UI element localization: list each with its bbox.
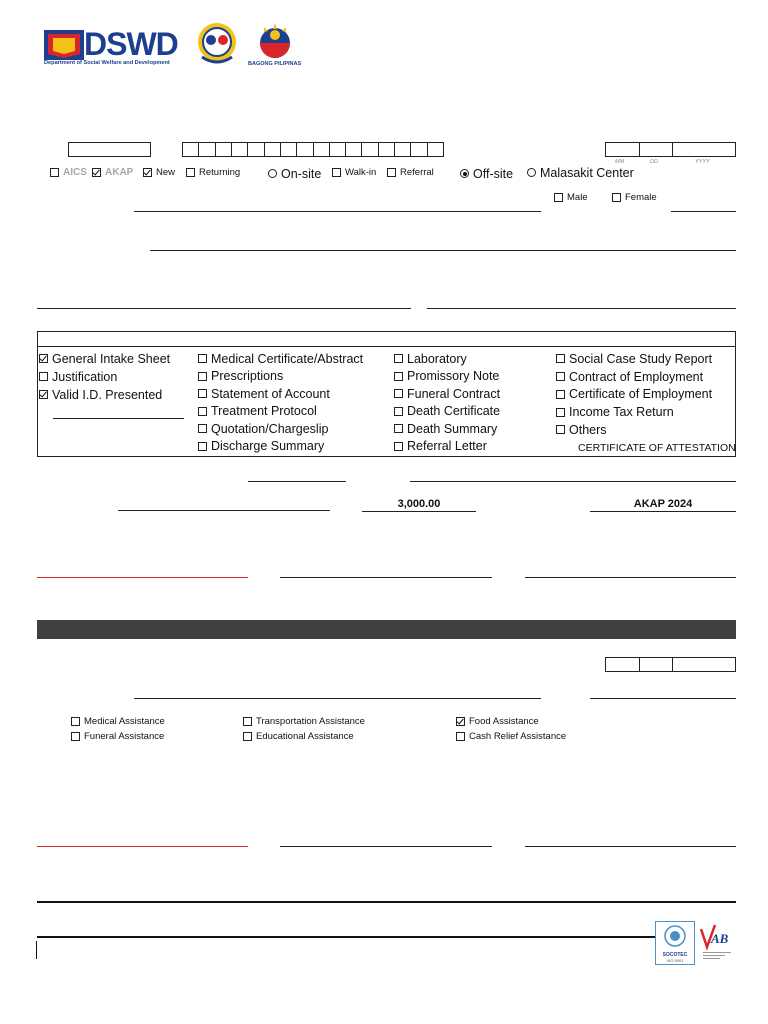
akap-label: AKAP [105,167,134,178]
iso-text: ISO 9001 [666,958,684,963]
option-offsite[interactable] [460,166,513,181]
referral-label: Referral [400,167,434,178]
assistance-label: Cash Relief Assistance [469,731,567,742]
fund-source-field[interactable] [590,494,736,512]
date-field-2[interactable] [605,657,736,672]
option-new[interactable] [143,167,175,178]
svg-text:AB: AB [711,931,729,946]
requirement-label: Medical Certificate/Abstract [211,351,364,366]
assistance-checkbox[interactable] [456,717,465,726]
requirement-label: Others [569,422,607,437]
option-walkin[interactable] [332,167,376,178]
requirement-item[interactable] [198,404,317,419]
requirement-item[interactable] [394,369,499,384]
requirement-label: Funeral Contract [407,386,501,401]
bagong-pilipinas-text: BAGONG PILIPINAS [248,61,302,67]
control-number-box[interactable] [68,142,151,157]
requirement-item[interactable] [39,369,117,384]
female-checkbox[interactable] [612,193,621,202]
requirement-item[interactable] [556,369,703,384]
referral-checkbox[interactable] [387,168,396,177]
bagong-pilipinas-logo [248,21,304,69]
offsite-label: Off-site [473,166,514,181]
requirements-header-bar [38,332,735,347]
name-field-2[interactable] [134,698,541,699]
assistance-checkbox[interactable] [243,717,252,726]
requirement-item[interactable] [556,351,712,366]
requirement-checkbox[interactable] [39,354,48,363]
malasakit-radio[interactable] [527,168,536,177]
assistance-label: Food Assistance [469,716,539,727]
requirement-label: Discharge Summary [211,439,325,454]
assistance-label: Transportation Assistance [256,716,365,727]
requirement-checkbox[interactable] [198,442,207,451]
requirement-item[interactable] [198,439,324,454]
requirement-item[interactable] [556,422,607,437]
requirement-label: Prescriptions [211,369,284,384]
male-checkbox[interactable] [554,193,563,202]
requirement-item[interactable] [394,404,500,419]
signature-line-1-right[interactable] [525,577,736,578]
requirement-item[interactable] [394,439,487,454]
requirement-label: Social Case Study Report [569,351,713,366]
requirement-checkbox[interactable] [556,354,565,363]
socotec-seal-icon [662,925,688,947]
date-label-dd: DD [650,159,658,165]
requirement-label: Valid I.D. Presented [52,387,163,402]
walkin-label: Walk-in [345,167,377,178]
footer-rule-thin [37,936,655,938]
assistance-item[interactable] [456,731,566,742]
fund-source-value: AKAP 2024 [633,498,693,510]
requirement-checkbox[interactable] [394,424,403,433]
requirement-checkbox[interactable] [198,389,207,398]
offsite-radio[interactable] [460,169,469,178]
requirement-item[interactable] [556,387,712,402]
assistance-item[interactable] [71,731,164,742]
requirement-checkbox[interactable] [556,372,565,381]
requirement-item[interactable] [39,387,162,402]
signature-line-1-red[interactable] [37,577,248,578]
option-returning[interactable] [186,167,240,178]
date-field[interactable] [605,142,736,157]
date-label-yyyy: YYYY [695,159,710,165]
assistance-item[interactable] [243,716,365,727]
amount-field[interactable] [362,494,476,512]
requirement-checkbox[interactable] [394,442,403,451]
requirement-item[interactable] [198,351,363,366]
assistance-checkbox[interactable] [456,732,465,741]
onsite-radio[interactable] [268,169,277,178]
requirement-item[interactable] [556,404,674,419]
option-female[interactable] [612,192,657,203]
assistance-item[interactable] [243,731,354,742]
age-field[interactable] [671,211,736,212]
female-label: Female [625,192,657,203]
requirement-checkbox[interactable] [394,389,403,398]
requirement-label: Laboratory [407,351,467,366]
option-akap[interactable] [92,167,133,178]
requirement-label: Treatment Protocol [211,404,317,419]
option-malasakit[interactable] [527,165,634,180]
assistance-item[interactable] [71,716,165,727]
bagong-pilipinas-icon [250,21,300,59]
certificate-of-attestation-label: CERTIFICATE OF ATTESTATION [578,442,736,454]
requirement-item[interactable] [394,421,497,436]
footer-rule-thick [37,901,736,903]
option-aics[interactable] [50,167,87,178]
requirement-checkbox[interactable] [556,425,565,434]
jab-accreditation-logo [697,921,735,965]
requirement-checkbox[interactable] [394,372,403,381]
jab-mark-icon [697,921,735,951]
field-right-2[interactable] [590,698,736,699]
requirement-checkbox[interactable] [198,407,207,416]
assistance-label: Educational Assistance [256,731,354,742]
name-field[interactable] [134,211,541,212]
requirement-checkbox[interactable] [198,354,207,363]
requirement-checkbox[interactable] [39,390,48,399]
field-left-row3[interactable] [37,308,411,309]
date-label-mm: MM [615,159,625,165]
amount-value: 3,000.00 [397,498,441,510]
field-right-row3[interactable] [427,308,736,309]
requirement-item[interactable] [198,386,330,401]
field-amount-top-right[interactable] [410,481,736,482]
requirement-checkbox[interactable] [39,372,48,381]
option-referral[interactable] [387,167,434,178]
option-male[interactable] [554,192,588,203]
assistance-checkbox[interactable] [71,717,80,726]
returning-checkbox[interactable] [186,168,195,177]
reference-number-boxes[interactable] [182,142,444,157]
dswd-wordmark: DSWD [84,26,178,62]
dswd-emblem-icon [44,30,84,60]
new-checkbox[interactable] [143,168,152,177]
requirement-label: Death Summary [407,421,498,436]
dswd-subtitle: Department of Social Welfare and Development [44,60,170,66]
assistance-label: Funeral Assistance [84,731,165,742]
male-label: Male [567,192,588,203]
requirement-checkbox[interactable] [556,390,565,399]
footer-left-tick [36,941,37,959]
other-id-field[interactable] [53,418,184,419]
requirement-label: Statement of Account [211,386,330,401]
requirement-checkbox[interactable] [198,372,207,381]
assistance-item[interactable] [456,716,539,727]
assistance-checkbox[interactable] [243,732,252,741]
requirement-item[interactable] [198,421,328,436]
option-onsite[interactable] [268,166,321,181]
requirement-label: Justification [52,369,118,384]
malasakit-label: Malasakit Center [540,165,634,180]
akap-checkbox[interactable] [92,168,101,177]
walkin-checkbox[interactable] [332,168,341,177]
returning-label: Returning [199,167,241,178]
requirement-item[interactable] [394,386,500,401]
section-divider-band [37,620,736,639]
requirement-label: Income Tax Return [569,405,674,420]
aics-label: AICS [63,167,87,178]
socotec-text: SOCOTEC [662,952,688,958]
field-amount-top-left[interactable] [248,481,346,482]
requirement-item[interactable] [39,351,170,366]
requirement-checkbox[interactable] [394,407,403,416]
onsite-label: On-site [281,166,322,181]
iso-certification-badge [655,921,695,965]
requirement-checkbox[interactable] [556,408,565,417]
jab-caption-lines [703,952,731,959]
signature-line-2-mid[interactable] [280,846,492,847]
requirement-label: Death Certificate [407,404,501,419]
signature-line-1-mid[interactable] [280,577,492,578]
aics-checkbox[interactable] [50,168,59,177]
new-label: New [156,167,176,178]
agency-seal-icon [196,21,238,67]
assistance-label: Medical Assistance [84,716,165,727]
requirement-label: Quotation/Chargeslip [211,421,329,436]
requirement-label: Promissory Note [407,369,500,384]
requirement-checkbox[interactable] [198,424,207,433]
address-field[interactable] [150,250,736,251]
requirement-item[interactable] [394,351,467,366]
requirement-label: Contract of Employment [569,369,704,384]
requirement-label: Referral Letter [407,439,487,454]
requirement-label: Certificate of Employment [569,387,713,402]
dswd-logo [44,28,186,70]
requirement-checkbox[interactable] [394,354,403,363]
assistance-checkbox[interactable] [71,732,80,741]
signature-line-2-red[interactable] [37,846,248,847]
requirement-item[interactable] [198,369,283,384]
signature-line-2-right[interactable] [525,846,736,847]
requirement-label: General Intake Sheet [52,351,171,366]
field-amount-left[interactable] [118,510,330,511]
